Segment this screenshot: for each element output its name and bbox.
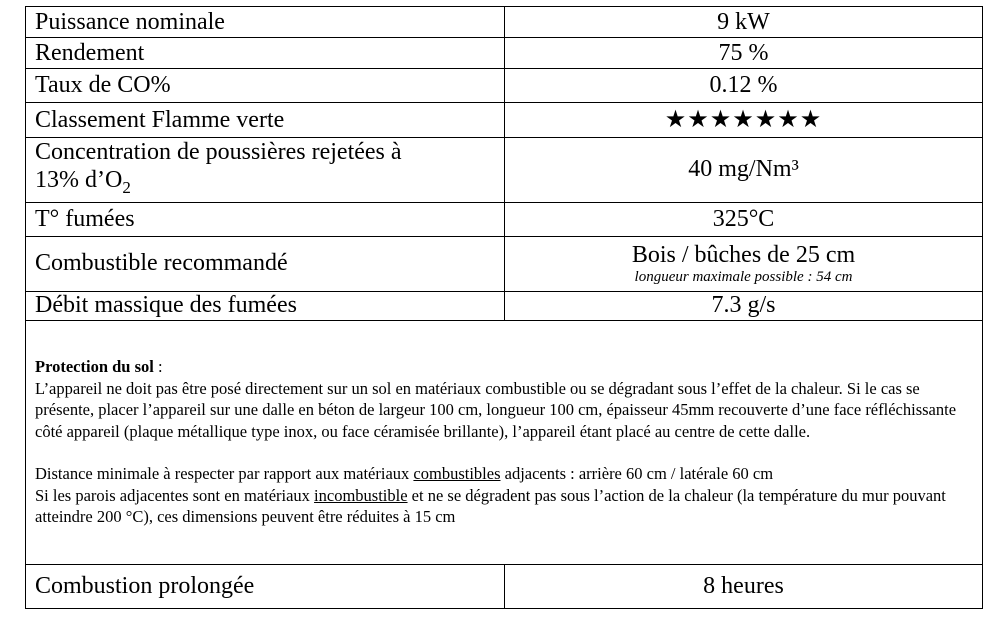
row-label: Classement Flamme verte [26,103,505,138]
row-label: Débit massique des fumées [26,291,505,320]
table-row [26,38,983,69]
table-row [26,69,983,103]
underlined-word: combustibles [413,464,501,484]
row-value: 75 % [505,38,983,69]
table-row [26,7,983,38]
fuel-main: Bois / bûches de 25 cm [631,241,856,268]
fuel-note: longueur maximale possible : 54 cm [634,268,853,285]
row-value: 0.12 % [505,69,983,103]
row-label: T° fumées [26,202,505,236]
row-value [505,236,983,291]
row-value: 8 heures [505,564,983,608]
row-label-line1: Concentration de poussières rejetées à [35,139,402,165]
spec-sheet [25,6,983,609]
row-value: 325°C [505,202,983,236]
row-value: 40 mg/Nm³ [505,138,983,203]
protection-row [26,320,983,564]
row-label: Puissance nominale [26,7,505,38]
table-row [26,138,983,203]
star-rating-icon: ★★★★★★★ [664,105,823,133]
table-row [26,564,983,608]
row-value: 9 kW [505,7,983,38]
row-label [26,138,505,203]
protection-paragraph-2: Distance minimale à respecter par rapport aux matériaux combustibles adjacents : arrière 60 cm / latérale 60 cm [35,464,774,484]
underlined-word: incombustible [314,485,408,505]
row-value: 7.3 g/s [505,291,983,320]
spec-table [25,6,983,609]
table-row [26,236,983,291]
table-row [26,103,983,138]
protection-paragraph-3: Si les parois adjacentes sont en matériaux incombustible et ne se dégradent pas sous l’action de la chaleur (la température du mur pouvant atteindre 200 °C), ces dimensions peuvent être réduites à 15 cm [35,485,946,527]
protection-note [26,320,983,564]
row-label: Taux de CO% [26,69,505,103]
flamme-verte-stars [505,103,983,138]
row-label: Rendement [26,38,505,69]
row-label-subscript: 2 [122,177,131,197]
protection-title: Protection du sol [35,357,154,377]
protection-paragraph-1: L’appareil ne doit pas être posé directement sur un sol en matériaux combustible ou se dégradant sous l’effet de la chaleur. Si le cas se présente, placer l’appareil sur une dalle en béton de largeur 100 cm, longueur 100 cm, épaisseur 45mm recouverte d’une face réfléchissante côté appareil (plaque métallique type inox, ou face céramisée brillante), l’appareil étant placé au centre de cette dalle. [35,378,957,441]
protection-title-suffix: : [153,357,163,377]
table-row [26,202,983,236]
row-label-line2: 13% d’O [35,167,123,193]
row-label: Combustible recommandé [26,236,505,291]
row-label: Combustion prolongée [26,564,505,608]
table-row [26,291,983,320]
